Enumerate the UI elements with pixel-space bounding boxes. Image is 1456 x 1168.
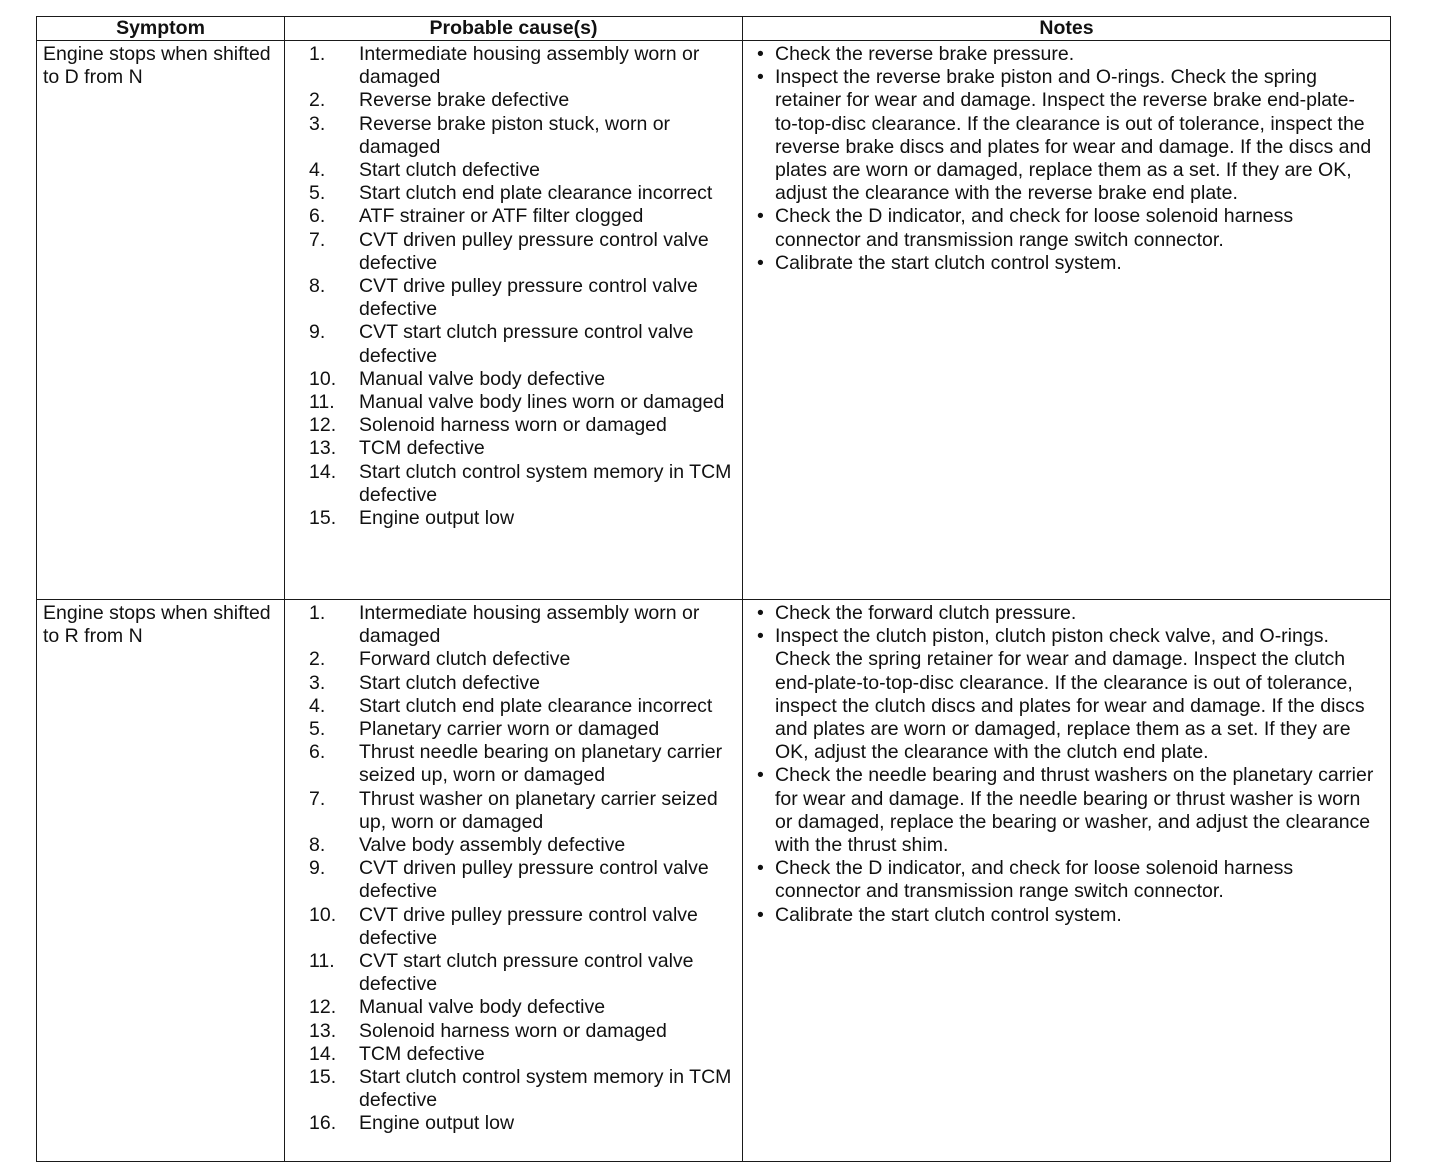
cause-item xyxy=(285,275,742,321)
cause-text: Start clutch control system memory in TCM defective xyxy=(359,1066,732,1112)
cause-item xyxy=(285,672,742,695)
cause-text: Thrust washer on planetary carrier seized up, worn or damaged xyxy=(359,787,718,833)
note-text: Check the needle bearing and thrust washers on the planetary carrier for wear and damage. If the needle bearing or thrust washer is worn or damaged, replace the bearing or washer, and adjust the clearance with the thrust shim. xyxy=(775,764,1374,857)
note-item xyxy=(757,904,1376,927)
cause-item xyxy=(285,857,742,903)
cause-text: Thrust needle bearing on planetary carrier seized up, worn or damaged xyxy=(359,741,723,787)
cause-text: Forward clutch defective xyxy=(359,648,571,671)
cause-text: Intermediate housing assembly worn or damaged xyxy=(359,602,700,648)
note-text: Check the forward clutch pressure. xyxy=(775,602,1077,624)
cause-text: Solenoid harness worn or damaged xyxy=(359,414,667,437)
cause-number: 3. xyxy=(309,671,326,694)
cause-number: 6. xyxy=(309,741,326,764)
cause-text: Intermediate housing assembly worn or damaged xyxy=(359,43,700,89)
cause-number: 7. xyxy=(309,228,326,251)
cause-item xyxy=(285,834,742,857)
cause-item xyxy=(285,1066,742,1112)
causes-list xyxy=(285,600,742,1136)
cause-text: CVT driven pulley pressure control valve defective xyxy=(359,228,709,274)
cause-number: 11. xyxy=(309,950,335,973)
troubleshooting-table xyxy=(36,16,1391,1162)
note-text: Check the D indicator, and check for loose solenoid harness connector and transmission range switch connector. xyxy=(775,857,1294,903)
cause-item xyxy=(285,695,742,718)
cause-number: 4. xyxy=(309,694,326,717)
cause-item xyxy=(285,205,742,228)
cause-item xyxy=(285,113,742,159)
cause-item xyxy=(285,996,742,1019)
note-text: Check the reverse brake pressure. xyxy=(775,43,1075,65)
cause-text: CVT drive pulley pressure control valve defective xyxy=(359,275,698,321)
cause-text: CVT start clutch pressure control valve defective xyxy=(359,950,694,996)
cause-text: Solenoid harness worn or damaged xyxy=(359,1019,667,1042)
header-probable-causes: Probable cause(s) xyxy=(285,17,743,41)
cause-item xyxy=(285,950,742,996)
cause-item xyxy=(285,437,742,460)
cause-item xyxy=(285,602,742,648)
notes-list xyxy=(743,41,1390,275)
cause-item xyxy=(285,229,742,275)
causes-cell xyxy=(285,600,743,1162)
cause-text: Reverse brake piston stuck, worn or damaged xyxy=(359,112,671,158)
note-item xyxy=(757,43,1376,66)
cause-item xyxy=(285,414,742,437)
cause-text: TCM defective xyxy=(359,1042,485,1065)
cause-number: 6. xyxy=(309,205,326,228)
cause-text: Start clutch defective xyxy=(359,159,541,182)
cause-text: TCM defective xyxy=(359,437,485,460)
cause-number: 11. xyxy=(309,391,335,414)
cause-number: 3. xyxy=(309,112,326,135)
cause-text: Start clutch end plate clearance incorrect xyxy=(359,182,713,205)
header-row xyxy=(37,17,1391,41)
cause-item xyxy=(285,391,742,414)
note-text: Inspect the clutch piston, clutch piston check valve, and O-rings. Check the spring retainer for wear and damage. Inspect the clutch end-plate-to-top-disc clearance. If the clearance is out of tolerance, inspect the clutch discs and plates for wear and damage. If the discs and plates are worn or damaged, replace them as a set. If they are OK, adjust the clearance with the clutch end plate. xyxy=(775,625,1365,764)
cause-number: 10. xyxy=(309,367,337,390)
cause-number: 2. xyxy=(309,89,326,112)
header-symptom: Symptom xyxy=(37,17,285,41)
cause-number: 15. xyxy=(309,1066,337,1089)
cause-text: Manual valve body defective xyxy=(359,367,606,390)
notes-cell xyxy=(743,600,1391,1162)
cause-text: CVT drive pulley pressure control valve defective xyxy=(359,903,698,949)
note-text: Inspect the reverse brake piston and O-rings. Check the spring retainer for wear and damage. Inspect the reverse brake end-plate-to-top-disc clearance. If the clearance is out of tolerance, inspect the reverse brake discs and plates for wear and damage. If the discs and plates are worn or damaged, replace them as a set. If they are OK, adjust the clearance with the reverse brake end plate. xyxy=(775,66,1372,205)
header-notes: Notes xyxy=(743,17,1391,41)
symptom-text: Engine stops when shifted to D from N xyxy=(43,43,271,89)
cause-number: 10. xyxy=(309,903,337,926)
cause-number: 5. xyxy=(309,718,326,741)
note-item xyxy=(757,252,1376,275)
table-row xyxy=(37,600,1391,1162)
cause-item xyxy=(285,368,742,391)
bullet-icon: • xyxy=(757,857,764,880)
cause-text: CVT start clutch pressure control valve defective xyxy=(359,321,694,367)
cause-item xyxy=(285,1112,742,1135)
note-item xyxy=(757,857,1376,903)
cause-item xyxy=(285,43,742,89)
cause-number: 1. xyxy=(309,602,326,624)
cause-item xyxy=(285,507,742,530)
cause-number: 2. xyxy=(309,648,326,671)
cause-item xyxy=(285,741,742,787)
cause-item xyxy=(285,321,742,367)
cause-number: 16. xyxy=(309,1112,337,1135)
cause-number: 7. xyxy=(309,787,326,810)
cause-item xyxy=(285,904,742,950)
note-text: Check the D indicator, and check for loose solenoid harness connector and transmission range switch connector. xyxy=(775,205,1294,251)
cause-number: 15. xyxy=(309,507,337,530)
bullet-icon: • xyxy=(757,625,764,648)
bullet-icon: • xyxy=(757,903,764,926)
note-text: Calibrate the start clutch control system. xyxy=(775,903,1122,926)
cause-item xyxy=(285,1020,742,1043)
bullet-icon: • xyxy=(757,43,764,65)
cause-text: CVT driven pulley pressure control valve defective xyxy=(359,857,709,903)
cause-item xyxy=(285,788,742,834)
bullet-icon: • xyxy=(757,602,764,624)
cause-number: 12. xyxy=(309,996,337,1019)
cause-number: 5. xyxy=(309,182,326,205)
cause-text: Manual valve body defective xyxy=(359,996,606,1019)
notes-list xyxy=(743,600,1390,927)
cause-text: Start clutch end plate clearance incorrect xyxy=(359,694,713,717)
cause-item xyxy=(285,1043,742,1066)
cause-item xyxy=(285,461,742,507)
cause-text: Valve body assembly defective xyxy=(359,834,626,857)
cause-text: Start clutch control system memory in TCM defective xyxy=(359,460,732,506)
causes-list xyxy=(285,41,742,530)
cause-text: ATF strainer or ATF filter clogged xyxy=(359,205,644,228)
notes-cell xyxy=(743,41,1391,600)
table-body xyxy=(37,41,1391,1162)
cause-number: 14. xyxy=(309,1042,337,1065)
symptom-cell xyxy=(37,41,285,600)
cause-item xyxy=(285,648,742,671)
cause-text: Reverse brake defective xyxy=(359,89,570,112)
cause-item xyxy=(285,89,742,112)
note-item xyxy=(757,205,1376,251)
table-row xyxy=(37,41,1391,600)
cause-number: 8. xyxy=(309,275,326,298)
bullet-icon: • xyxy=(757,66,764,89)
note-item xyxy=(757,602,1376,625)
cause-item xyxy=(285,718,742,741)
bullet-icon: • xyxy=(757,764,764,787)
cause-number: 4. xyxy=(309,159,326,182)
bullet-icon: • xyxy=(757,205,764,228)
cause-number: 14. xyxy=(309,460,337,483)
symptom-text: Engine stops when shifted to R from N xyxy=(43,602,271,648)
cause-number: 1. xyxy=(309,43,326,65)
cause-text: Planetary carrier worn or damaged xyxy=(359,718,660,741)
note-text: Calibrate the start clutch control system. xyxy=(775,251,1122,274)
cause-number: 9. xyxy=(309,321,326,344)
cause-number: 12. xyxy=(309,414,337,437)
note-item xyxy=(757,66,1376,205)
causes-cell xyxy=(285,41,743,600)
note-item xyxy=(757,625,1376,764)
cause-text: Engine output low xyxy=(359,507,515,530)
cause-number: 13. xyxy=(309,437,337,460)
cause-number: 13. xyxy=(309,1019,337,1042)
cause-text: Start clutch defective xyxy=(359,671,541,694)
cause-item xyxy=(285,159,742,182)
symptom-cell xyxy=(37,600,285,1162)
note-item xyxy=(757,764,1376,857)
cause-text: Manual valve body lines worn or damaged xyxy=(359,391,725,414)
bullet-icon: • xyxy=(757,251,764,274)
cause-item xyxy=(285,182,742,205)
cause-number: 9. xyxy=(309,857,326,880)
cause-number: 8. xyxy=(309,834,326,857)
cause-text: Engine output low xyxy=(359,1112,515,1135)
